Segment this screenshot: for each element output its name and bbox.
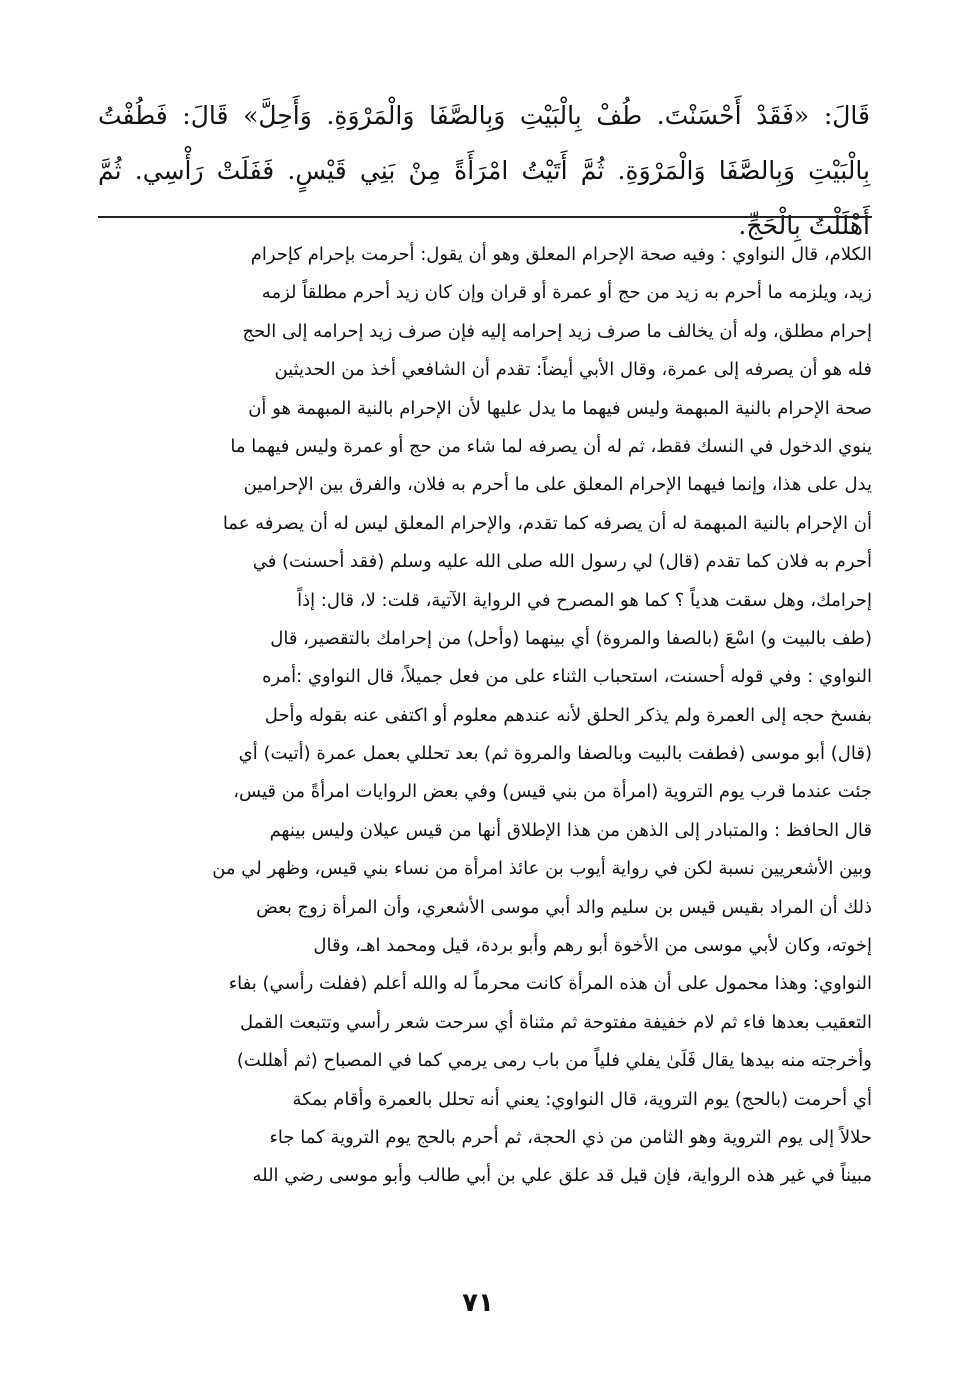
- commentary-line: ينوي الدخول في النسك فقط، ثم له أن يصرفه لما شاء من حج أو عمرة وليس فيهما ما: [230, 435, 872, 457]
- commentary-line: صحة الإحرام بالنية المبهمة وليس فيهما ما يدل عليها لأن الإحرام بالنية المبهمة هو أن: [248, 397, 872, 419]
- commentary-line: التعقيب بعدها فاء ثم لام خفيفة مفتوحة ثم مثناة أي سرحت شعر رأسي وتتبعت القمل: [239, 1011, 872, 1033]
- commentary-block: [98, 236, 872, 1196]
- commentary-line: جئت عندما قرب يوم التروية (امرأة من بني قيس) وفي بعض الروايات امرأةً من قيس،: [233, 781, 872, 803]
- commentary-line: إخوته، وكان لأبي موسى من الأخوة أبو رهم وأبو بردة، قيل ومحمد اهـ، وقال: [313, 935, 872, 957]
- commentary-line: يدل على هذا، وإنما فيهما الإحرام المعلق على ما أحرم به فلان، والفرق بين الإحرامين: [243, 474, 872, 496]
- commentary-line: الكلام، قال النواوي : وفيه صحة الإحرام المعلق وهو أن يقول: أحرمت بإحرام كإحرام: [250, 244, 872, 265]
- commentary-line: قال الحافظ : والمتبادر إلى الذهن من هذا الإطلاق أنها من قيس عيلان وليس بينهم: [269, 819, 872, 841]
- commentary-line: إحرام مطلق، وله أن يخالف ما صرف زيد إحرامه إليه فإن صرف زيد إحرامه إلى الحج: [242, 320, 872, 342]
- commentary-line: مبيناً في غير هذه الرواية، فإن قيل قد علق علي بن أبي طالب وأبو موسى رضي الله: [252, 1165, 872, 1187]
- commentary-line: (قال) أبو موسى (فطفت بالبيت وبالصفا والمروة ثم) بعد تحللي بعمل عمرة (أتيت) أي: [238, 743, 872, 765]
- commentary-line: النواوي : وفي قوله أحسنت، استحباب الثناء على من فعل جميلاً، قال النواوي :أمره: [262, 666, 872, 688]
- hadith-text-block: [98, 88, 870, 253]
- commentary-line: وبين الأشعريين نسبة لكن في رواية أيوب بن عائذ امرأة من نساء بني قيس، وظهر لي من: [212, 858, 872, 880]
- commentary-line: فله هو أن يصرفه إلى عمرة، وقال الأبي أيضاً: تقدم أن الشافعي أخذ من الحديثين: [274, 359, 872, 381]
- page-number: ٧١: [462, 1288, 494, 1318]
- commentary-line: ذلك أن المراد بقيس قيس بن سليم والد أبي موسى الأشعري، وأن المرأة زوج بعض: [256, 896, 872, 918]
- commentary-line: زيد، ويلزمه ما أحرم به زيد من حج أو عمرة أو قران وإن كان زيد أحرم مطلقاً لزمه: [261, 282, 872, 304]
- footnote-divider: [98, 216, 872, 218]
- commentary-line: النواوي: وهذا محمول على أن هذه المرأة كانت محرماً له والله أعلم (ففلت رأسي) بفاء: [228, 973, 872, 995]
- hadith-text: قَالَ: «فَقَدْ أَحْسَنْتَ. طُفْ بِالْبَيْتِ وَبِالصَّفَا وَالْمَرْوَةِ. وَأَحِلَّ» قَالَ: فَطُفْتُ بِالْبَيْتِ وَبِالصَّفَا وَالْمَرْوَةِ. ثُمَّ أَتَيْتُ امْرَأَةً مِنْ بَنِي قَيْسٍ. فَفَلَتْ رَأْسِي. ثُمَّ أَهْلَلْتُ بِالْحَجِّ.: [98, 101, 870, 240]
- commentary-line: (طف بالبيت و) اسْعَ (بالصفا والمروة) أي بينهما (وأحل) من إحرامك بالتقصير، قال: [270, 627, 872, 649]
- commentary-line: أحرم به فلان كما تقدم (قال) لي رسول الله صلى الله عليه وسلم (فقد أحسنت) في: [252, 551, 872, 573]
- commentary-line: أي أحرمت (بالحج) يوم التروية، قال النواوي: يعني أنه تحلل بالعمرة وأقام بمكة: [292, 1088, 872, 1110]
- commentary-line: حلالاً إلى يوم التروية وهو الثامن من ذي الحجة، ثم أحرم بالحج يوم التروية كما جاء: [269, 1126, 872, 1148]
- commentary-line: بفسخ حجه إلى العمرة ولم يذكر الحلق لأنه عندهم معلوم أو اكتفى عنه بقوله وأحل: [264, 704, 872, 726]
- commentary-line: وأخرجته منه بيدها يقال فَلَىٰ يفلي فلياً من باب رمى يرمي كما في المصباح (ثم أهللت): [236, 1050, 872, 1072]
- commentary-line: إحرامك، وهل سقت هدياً ؟ كما هو المصرح في الرواية الآتية، قلت: لا، قال: إذاً: [297, 589, 872, 611]
- commentary-line: أن الإحرام بالنية المبهمة له أن يصرفه كما تقدم، والإحرام المعلق ليس له أن يصرفه عما: [222, 512, 872, 534]
